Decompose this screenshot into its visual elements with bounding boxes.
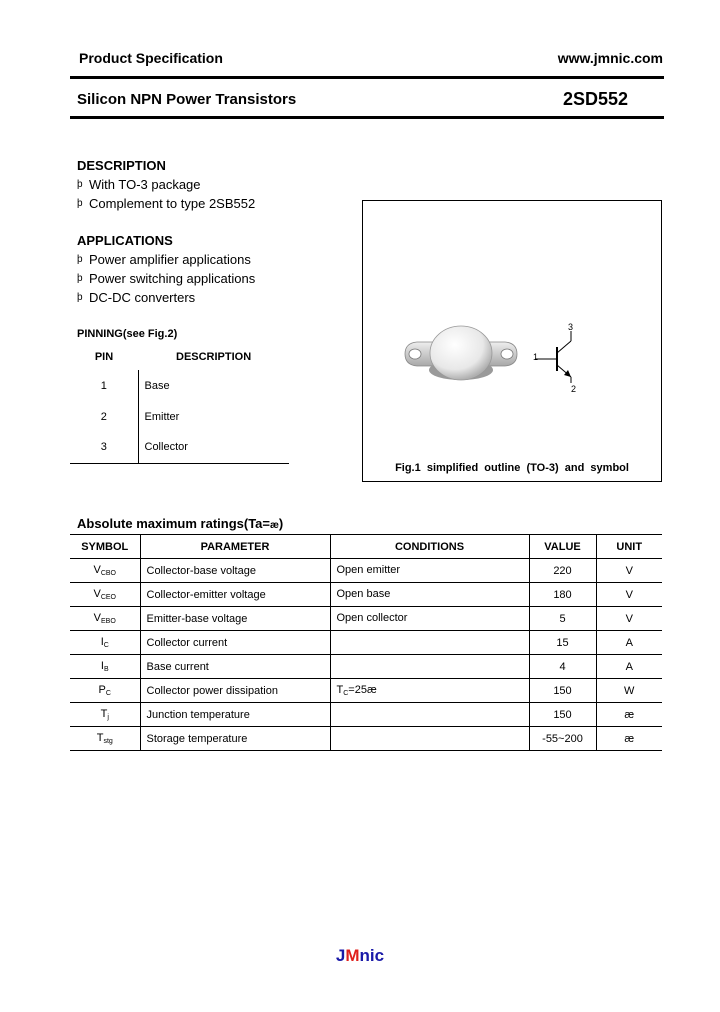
rating-value: 180 [529,583,596,607]
rating-parameter: Base current [140,655,330,679]
rating-value: -55~200 [529,727,596,751]
symbol-pin-2-label: 2 [571,384,577,394]
rating-value: 150 [529,703,596,727]
rating-value: 220 [529,559,596,583]
rating-parameter: Storage temperature [140,727,330,751]
applications-item [77,290,195,305]
rating-parameter: Collector-base voltage [140,559,330,583]
ratings-col-symbol: SYMBOL [70,535,140,559]
rating-symbol: $V_{EBO}$ [70,607,140,631]
ratings-header-row [70,535,662,559]
rating-conditions [330,655,529,679]
ratings-title-suffix: ) [278,516,284,531]
ratings-title-prefix: Absolute maximum ratings(Ta= [77,516,270,531]
rating-symbol: $T_{stg}$ [70,727,140,751]
page-title: Silicon NPN Power Transistors [77,91,297,108]
rating-conditions [330,631,529,655]
ratings-row [70,655,662,679]
applications-item [77,271,255,286]
bullet-icon: þ [77,273,83,284]
rating-conditions: $T_C=25æ$ [330,679,529,703]
bullet-icon: þ [77,292,83,303]
rating-parameter: Emitter-base voltage [140,607,330,631]
rating-symbol: $V_{CEO}$ [70,583,140,607]
rating-unit: V [596,607,662,631]
applications-item-text: Power amplifier applications [89,252,251,267]
pin-description: Base [144,379,170,392]
pinning-header-row [70,344,289,370]
rating-symbol: $I_C$ [70,631,140,655]
ratings-row [70,631,662,655]
rating-value: 4 [529,655,596,679]
ratings-row [70,703,662,727]
rating-unit: W [596,679,662,703]
pin-description: Collector [138,432,289,463]
rating-symbol: $I_B$ [70,655,140,679]
pinning-row [70,370,289,401]
figure-caption: Fig.1 simplified outline (TO-3) and symbol [395,462,629,474]
rating-conditions: Open base [330,583,529,607]
description-title: DESCRIPTION [77,158,166,173]
rating-unit: æ [596,703,662,727]
rating-conditions: Open collector [330,607,529,631]
applications-item-text: Power switching applications [89,271,256,286]
pin-number: 1 [70,370,138,401]
ratings-col-parameter: PARAMETER [140,535,330,559]
rating-conditions [330,727,529,751]
rating-conditions [330,703,529,727]
pin-description: Emitter [144,410,180,423]
pinning-col-pin: PIN [94,351,114,363]
rating-unit: V [596,559,662,583]
pinning-table [70,344,289,464]
logo-j: J [335,946,346,965]
ratings-table [70,534,662,751]
rating-unit: V [596,583,662,607]
npn-transistor-symbol-icon [533,319,593,399]
pin-number: 3 [70,432,138,463]
rating-value: 150 [529,679,596,703]
ratings-row [70,607,662,631]
rating-parameter: Junction temperature [140,703,330,727]
to3-package-image [401,323,521,393]
rating-parameter: Collector current [140,631,330,655]
description-item-text: With TO-3 package [89,177,201,192]
ratings-col-value: VALUE [529,535,596,559]
symbol-pin-1-label: 1 [533,352,539,362]
ratings-col-unit: UNIT [596,535,662,559]
pinning-row [70,432,289,463]
ratings-title-unit: æ [270,520,279,531]
rating-symbol: $V_{CBO}$ [70,559,140,583]
header-website[interactable]: www.jmnic.com [557,50,663,66]
bullet-icon: þ [77,198,83,209]
part-number: 2SD552 [563,89,629,109]
rating-parameter: Collector power dissipation [140,679,330,703]
rating-unit: A [596,655,662,679]
pinning-row [70,401,289,432]
ratings-row [70,727,662,751]
rating-unit: æ [596,727,662,751]
description-item-text: Complement to type 2SB552 [89,196,256,211]
rating-value: 5 [529,607,596,631]
rating-symbol: $P_C$ [70,679,140,703]
ratings-row [70,559,662,583]
description-item [77,196,255,211]
ratings-row [70,679,662,703]
symbol-pin-3-label: 3 [568,322,574,332]
header-rule-top [70,76,664,79]
pin-number: 2 [70,401,138,432]
ratings-col-conditions: CONDITIONS [330,535,529,559]
description-item [77,177,201,192]
header-left: Product Specification [79,50,223,66]
rating-symbol: $T_j$ [70,703,140,727]
rating-value: 15 [529,631,596,655]
rating-unit: A [596,631,662,655]
header-rule-bottom [70,116,664,119]
figure-box [362,200,662,482]
bullet-icon: þ [77,179,83,190]
logo-m: M [345,946,360,965]
rating-parameter: Collector-emitter voltage [140,583,330,607]
applications-title: APPLICATIONS [77,233,173,248]
applications-item [77,252,251,267]
applications-item-text: DC-DC converters [89,290,196,305]
bullet-icon: þ [77,254,83,265]
logo-nic: nic [359,946,385,965]
pinning-col-description: DESCRIPTION [176,351,252,363]
pinning-title: PINNING(see Fig.2) [77,328,178,340]
jmnic-logo [0,946,720,966]
rating-conditions: Open emitter [330,559,529,583]
ratings-title [77,516,283,531]
ratings-row [70,583,662,607]
